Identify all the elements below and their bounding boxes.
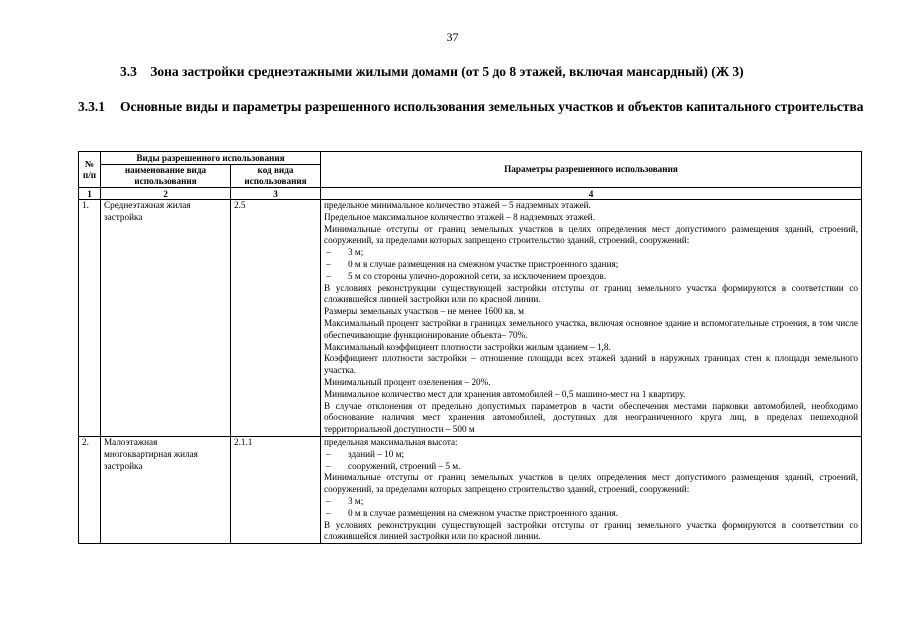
header-usage-types: Виды разрешенного использования: [101, 152, 321, 165]
parameter-list-item: [324, 247, 858, 259]
header-parameters: Параметры разрешенного использования: [321, 152, 862, 188]
parameters-table: [78, 151, 862, 544]
row-number: 2.: [79, 436, 101, 543]
column-number: 1: [79, 188, 101, 200]
parameter-line: Максимальный коэффициент плотности застройки жилым зданием – 1,8.: [324, 341, 611, 352]
parameter-list-item: [324, 461, 858, 473]
column-numbers-row: [79, 188, 862, 200]
list-item-text: зданий – 10 м;: [348, 448, 405, 459]
table-body: [79, 200, 862, 544]
usage-name: Малоэтажная многоквартирная жилая застройка: [101, 436, 231, 543]
table-row: [79, 200, 862, 437]
usage-code: 2.1.1: [231, 436, 321, 543]
usage-parameters: [321, 436, 862, 543]
dash-bullet: –: [326, 507, 331, 518]
subsection-number: 3.3.1: [78, 99, 105, 114]
parameter-list-item: [324, 449, 858, 461]
dash-bullet: –: [326, 495, 331, 506]
usage-code: 2.5: [231, 200, 321, 437]
header-usage-name: наименование вида использования: [101, 165, 231, 188]
parameter-line: предельное минимальное количество этажей – 5 надземных этажей.: [324, 200, 591, 210]
list-item-text: 0 м в случае размещения на смежном участке пристроенного здания.: [348, 507, 619, 518]
table-row: [79, 436, 862, 543]
section-heading: [120, 64, 880, 80]
parameter-list-item: [324, 259, 858, 271]
header-usage-code: код вида использования: [231, 165, 321, 188]
usage-parameters: [321, 200, 862, 437]
subsection-title: Основные виды и параметры разрешенного использования земельных участков и объектов капитального строительства: [120, 99, 864, 114]
column-number: 3: [231, 188, 321, 200]
column-number: 4: [321, 188, 862, 200]
parameter-line: Предельное максимальное количество этажей – 8 надземных этажей.: [324, 211, 596, 222]
parameter-line: В случае отклонения от предельно допустимых параметров в части обеспечения местами парковки автомобилей, необходимо обоснование наличия мест хранения автомобилей, доступных для неограниченного круга лиц, в пределах пешеходной территориальной доступности – 500 м: [324, 400, 858, 435]
parameter-line: Коэффициент плотности застройки – отношение площади всех этажей зданий в наружных границах стен к площади земельного участка.: [324, 353, 858, 376]
dash-bullet: –: [326, 448, 331, 459]
dash-bullet: –: [326, 258, 331, 269]
parameter-line: предельная максимальная высота:: [324, 436, 458, 447]
list-item-text: сооружений, строений – 5 м.: [348, 460, 461, 471]
column-number: 2: [101, 188, 231, 200]
list-item-text: 3 м;: [348, 495, 364, 506]
section-number: 3.3: [120, 64, 137, 79]
parameter-line: В условиях реконструкции существующей застройки отступы от границ земельного участка формируются в соответствии со сложившейся линией застройки или по красной линии.: [324, 519, 858, 542]
parameter-line: Максимальный процент застройки в границах земельного участка, включая основное здание и вспомогательные строения, в том числе обеспечивающие функционирование объекта– 70%.: [324, 317, 858, 340]
subsection-heading: [78, 99, 878, 115]
page-number: 37: [446, 30, 459, 44]
parameter-list-item: [324, 271, 858, 283]
row-number: 1.: [79, 200, 101, 437]
header-number: № п/п: [79, 152, 101, 188]
dash-bullet: –: [326, 247, 331, 258]
section-title: Зона застройки среднеэтажными жилыми домами (от 5 до 8 этажей, включая мансардный) (Ж 3): [150, 64, 744, 79]
usage-name: Среднеэтажная жилая застройка: [101, 200, 231, 437]
list-item-text: 0 м в случае размещения на смежном участке пристроенного здания;: [348, 258, 619, 269]
list-item-text: 5 м со стороны улично-дорожной сети, за исключением проездов.: [348, 270, 607, 281]
dash-bullet: –: [326, 460, 331, 471]
parameter-line: Размеры земельных участков – не менее 1600 кв. м: [324, 306, 524, 317]
parameter-list-item: [324, 496, 858, 508]
parameter-line: Минимальный процент озеленения – 20%.: [324, 376, 491, 387]
parameter-line: В условиях реконструкции существующей застройки отступы от границ земельного участка формируются в соответствии со сложившейся линией застройки или по красной линии.: [324, 282, 858, 305]
dash-bullet: –: [326, 270, 331, 281]
parameter-line: Минимальные отступы от границ земельных участков в целях определения мест допустимого размещения зданий, строений, сооружений, за пределами которых запрещено строительство зданий, строений, сооружений:: [324, 223, 858, 246]
list-item-text: 3 м;: [348, 247, 364, 258]
parameter-line: Минимальные отступы от границ земельных участков в целях определения мест допустимого размещения зданий, строений, сооружений, за пределами которых запрещено строительство зданий, строений, сооружений:: [324, 472, 858, 495]
parameter-line: Минимальное количество мест для хранения автомобилей – 0,5 машино-мест на 1 квартиру.: [324, 388, 686, 399]
parameter-list-item: [324, 508, 858, 520]
